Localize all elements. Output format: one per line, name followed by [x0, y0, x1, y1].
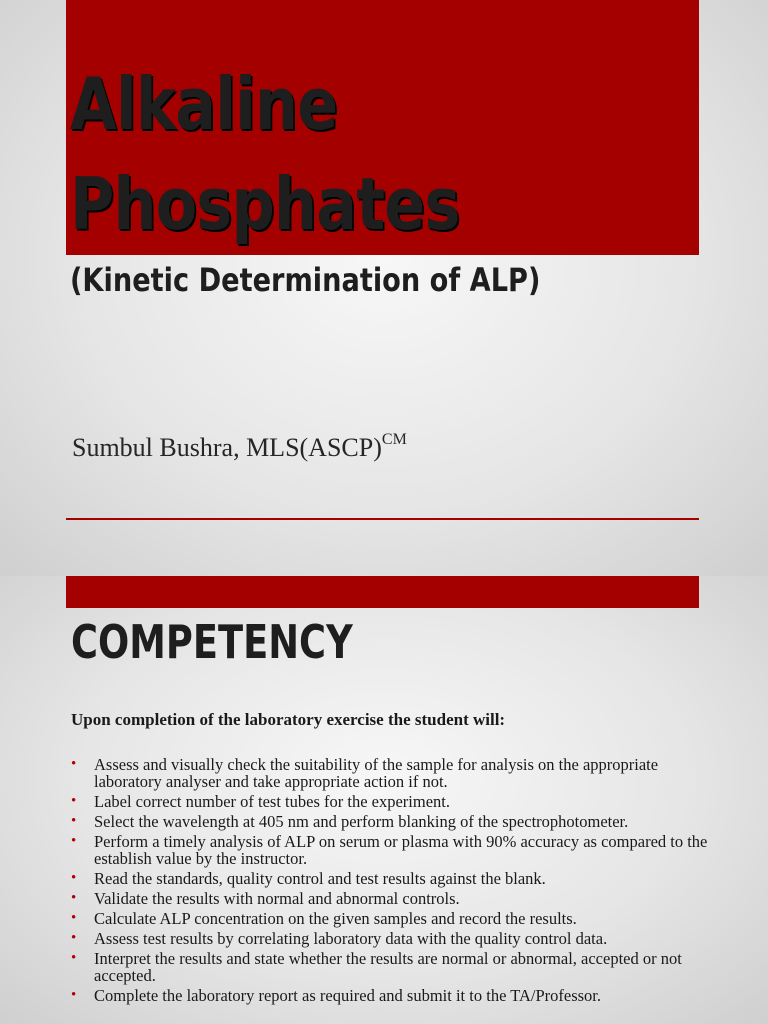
list-item-text: Perform a timely analysis of ALP on serum or plasma with 90% accuracy as compared to the establish value by the instructor.: [94, 832, 708, 868]
author-credential-superscript: CM: [381, 431, 407, 449]
list-item-text: Complete the laboratory report as required and submit it to the TA/Professor.: [94, 986, 602, 1005]
list-item: [71, 870, 711, 887]
list-item-text: Assess and visually check the suitability of the sample for analysis on the appropriate laboratory analyser and take appropriate action if not.: [94, 755, 659, 791]
list-item: [71, 833, 711, 867]
bullet-icon: •: [71, 910, 77, 926]
slide-subtitle: (Kinetic Determination of ALP): [70, 261, 541, 299]
title-line-2: Phosphates: [70, 162, 460, 246]
list-item-text: Validate the results with normal and abnormal controls.: [94, 889, 460, 908]
title-line-1: Alkaline: [70, 62, 338, 146]
divider-line: [66, 518, 699, 520]
list-item: [71, 987, 711, 1004]
list-item: [71, 910, 711, 927]
list-item: [71, 890, 711, 907]
competency-list: [71, 756, 711, 1007]
bullet-icon: •: [71, 950, 77, 966]
list-item-text: Label correct number of test tubes for the experiment.: [94, 792, 450, 811]
list-item: [71, 813, 711, 830]
list-item-text: Read the standards, quality control and test results against the blank.: [94, 869, 546, 888]
competency-intro: Upon completion of the laboratory exercise the student will:: [71, 710, 506, 729]
competency-slide: [0, 576, 768, 1024]
bullet-icon: •: [71, 793, 77, 809]
competency-red-banner: [66, 576, 699, 608]
list-item-text: Assess test results by correlating laboratory data with the quality control data.: [94, 929, 608, 948]
bullet-icon: •: [71, 987, 77, 1003]
bullet-icon: •: [71, 833, 77, 849]
list-item: [71, 793, 711, 810]
list-item-text: Select the wavelength at 405 nm and perform blanking of the spectrophotometer.: [94, 812, 629, 831]
author-name: Sumbul Bushra, MLS(ASCP): [72, 433, 382, 462]
list-item: [71, 756, 711, 790]
author-line: [72, 433, 407, 463]
slide-title: [70, 54, 460, 254]
bullet-icon: •: [71, 930, 77, 946]
list-item-text: Interpret the results and state whether the results are normal or abnormal, accepted or not accepted.: [94, 949, 682, 985]
list-item: [71, 930, 711, 947]
bullet-icon: •: [71, 756, 77, 772]
competency-heading: COMPETENCY: [71, 615, 353, 669]
list-item: [71, 950, 711, 984]
bullet-icon: •: [71, 870, 77, 886]
list-item-text: Calculate ALP concentration on the given samples and record the results.: [94, 909, 577, 928]
bullet-icon: •: [71, 813, 77, 829]
bullet-icon: •: [71, 890, 77, 906]
